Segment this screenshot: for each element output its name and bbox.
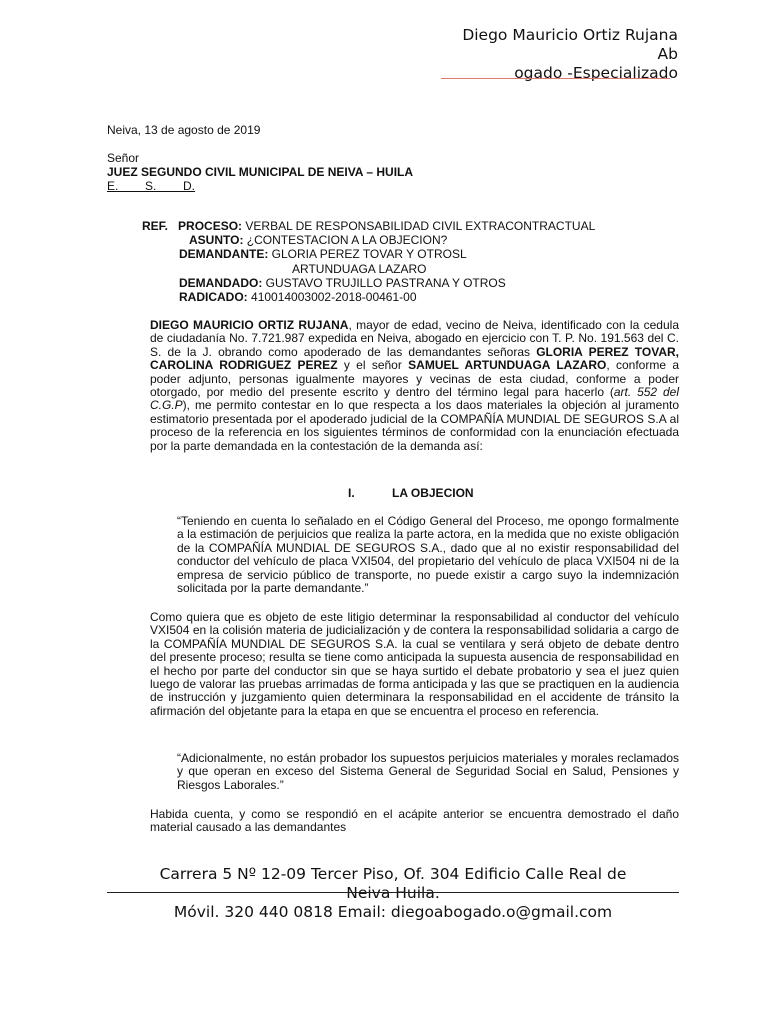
quote-objection: “Teniendo en cuenta lo señalado en el Código General del Proceso, me opongo formalmente a la estimación de perjuicios que realiza la parte actora, en la medida que no existe obligación de la COMPAÑÍA MUNDIAL DE SEGUROS S.A., dado que al no existir responsabilidad del conductor del vehículo de placa VXI504, del propietario del vehículo de placa VXI504 ni de la empresa de servicio público de transporte, no puede existir a cargo suyo la indemnización solicitada por la parte demandante.” [177,514,679,596]
ref-asunto-row [142,234,595,248]
intro-article-ref: art. 552 del C.G.P [150,385,679,413]
ref-demandante-row2 [142,263,595,277]
proceso-label: PROCESO: [178,219,243,233]
intro-paragraph [150,319,679,453]
demandado-value: GUSTAVO TRUJILLO PASTRANA Y OTROS [265,275,506,290]
intro-author-name: DIEGO MAURICIO ORTIZ RUJANA [150,318,349,332]
intro-plaintiffs-women: GLORIA PEREZ TOVAR, CAROLINA RODRIGUEZ PEREZ [150,344,679,373]
letter-date: Neiva, 13 de agosto de 2019 [107,123,261,137]
ref-demandante-row [142,248,595,262]
footer-contact: Móvil. 320 440 0818 Email: diegoabogado.o@gmail.com [173,903,613,921]
ref-demandado-row [142,277,595,291]
letterhead-divider [441,78,670,79]
esd-line: E. S. D. [107,179,196,193]
asunto-value: ¿CONTESTACION A LA OBJECION? [246,233,448,248]
radicado-value: 410014003002-2018-00461-00 [251,289,417,304]
ref-radicado-row [142,291,595,305]
radicado-label: RADICADO: [179,289,248,304]
footer-address-line2: Neiva Huila. [346,884,440,902]
section-number: I. [348,486,355,500]
closing-paragraph: Habida cuenta, y como se respondió en el acápite anterior se encuentra demostrado el daño material causado a las demandantes [150,807,679,835]
demandante-value-cont: ARTUNDUAGA LAZARO [292,261,427,276]
proceso-value: VERBAL DE RESPONSABILIDAD CIVIL EXTRACONTRACTUAL [245,219,596,233]
salutation: Señor [107,151,140,165]
asunto-label: ASUNTO: [189,233,244,248]
letterhead-title-line2: ogado -Especializado [514,64,678,82]
ref-label: REF. [142,219,169,233]
quote-additional: “Adicionalmente, no están probador los supuestos perjuicios materiales y morales reclamados y que operan en exceso del Sistema General de Seguridad Social en Salud, Pensiones y Riesgos Laborales.” [177,751,679,792]
letterhead [462,26,678,83]
ref-proceso-row [142,220,595,234]
section-heading [348,486,474,500]
intro-text-2: y el señor [337,358,409,373]
reference-block [142,220,595,305]
intro-plaintiff-man: SAMUEL ARTUNDUAGA LAZARO [408,358,607,373]
response-paragraph: Como quiera que es objeto de este litigio determinar la responsabilidad al conductor del vehículo VXI504 en la colisión materia de judicialización y de contera la responsabilidad solidaria a cargo de la COMPAÑÍA MUNDIAL DE SEGUROS S.A. la cual se ventilara y será objeto de debate dentro del presente proceso; resulta se tiene como anticipada la supuesta ausencia de responsabilidad en el hecho por parte del conductor sin que se haya surtido el debate probatorio y sea el juez quien luego de valorar las pruebas arrimadas de forma anticipada y las que se practiquen en la audiencia de instrucción y juzgamiento quien determinara la responsabilidad en el accidente de tránsito la afirmación del objetante para la etapa en que se encuentra el proceso en referencia. [150,610,679,718]
letterhead-name: Diego Mauricio Ortiz Rujana [462,26,678,44]
demandado-label: DEMANDADO: [179,275,263,290]
intro-text-3: , conforme a poder adjunto, personas igualmente mayores y vecinas de esta ciudad, conforme a poder otorgado, por medio del presente escrito y dentro del término legal para hacerlo ( [150,358,680,400]
footer-address-line1: Carrera 5 Nº 12-09 Tercer Piso, Of. 304 Edificio Calle Real de [159,865,627,883]
intro-text-4: ), me permito contestar en lo que respecta a los daos materiales la objeción al juramento estimatorio presentada por el apoderado judicial de la COMPAÑÍA MUNDIAL DE SEGUROS S.A al proceso de la referencia en los siguientes términos de conformidad con la enunciación efectuada por la parte demandada en la contestación de la demanda así: [150,398,679,453]
footer-divider [107,892,679,893]
section-title: LA OBJECION [392,486,474,500]
letterhead-title-line1: Ab [657,45,678,63]
demandante-value: GLORIA PEREZ TOVAR Y OTROSL [271,247,467,262]
recipient: JUEZ SEGUNDO CIVIL MUNICIPAL DE NEIVA – HUILA [107,165,414,179]
footer [107,865,679,922]
intro-text-1: , mayor de edad, vecino de Neiva, identificado con la cedula de ciudadanía No. 7.721.987 expedida en Neiva, abogado en ejercicio con T. P. No. 191.563 del C. S. de la J. obrando como apoderado de las demandantes señoras [150,318,679,359]
demandante-label: DEMANDANTE: [179,247,269,262]
